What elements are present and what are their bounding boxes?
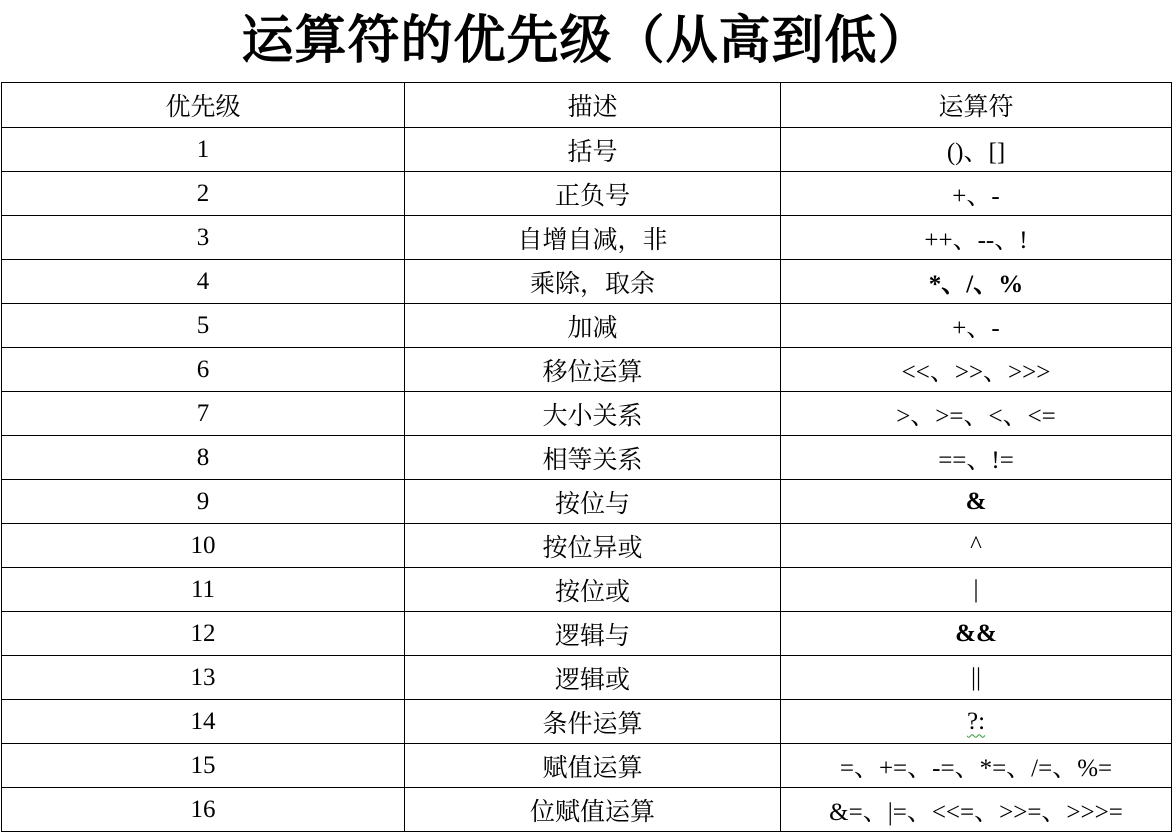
priority-cell: 9 (2, 480, 405, 524)
priority-cell: 8 (2, 436, 405, 480)
operators-cell (781, 304, 1172, 348)
operator-precedence-table (1, 82, 1172, 832)
priority-cell: 14 (2, 700, 405, 744)
page-title: 运算符的优先级（从高到低） (241, 11, 931, 71)
header-description: 描述 (405, 83, 781, 128)
description-cell: 按位与 (405, 480, 781, 524)
operators-cell (781, 216, 1172, 260)
header-priority: 优先级 (2, 83, 405, 128)
operators-cell (781, 744, 1172, 788)
operators-cell (781, 260, 1172, 304)
description-cell: 大小关系 (405, 392, 781, 436)
description-cell: 移位运算 (405, 348, 781, 392)
priority-cell: 1 (2, 128, 405, 172)
priority-cell: 15 (2, 744, 405, 788)
priority-cell: 5 (2, 304, 405, 348)
description-cell: 赋值运算 (405, 744, 781, 788)
table-row (2, 216, 1172, 260)
operators-text: || (970, 663, 981, 691)
operators-text: +、- (952, 314, 1000, 342)
description-cell: 相等关系 (405, 436, 781, 480)
table-row (2, 128, 1172, 172)
table-row (2, 392, 1172, 436)
operators-text: >、>=、<、<= (896, 402, 1056, 430)
description-cell: 逻辑与 (405, 612, 781, 656)
operators-text: ==、!= (938, 446, 1014, 474)
priority-cell: 4 (2, 260, 405, 304)
operators-cell (781, 392, 1172, 436)
description-cell: 自增自减，非 (405, 216, 781, 260)
description-cell: 括号 (405, 128, 781, 172)
operators-cell (781, 656, 1172, 700)
table-row (2, 612, 1172, 656)
operators-text: &=、|=、<<=、>>=、>>>= (829, 798, 1123, 826)
header-operators: 运算符 (781, 83, 1172, 128)
operators-text: | (973, 575, 979, 603)
operators-text: && (955, 619, 997, 647)
priority-cell: 3 (2, 216, 405, 260)
operators-cell (781, 700, 1172, 744)
table-body (2, 128, 1172, 832)
table-row (2, 788, 1172, 832)
table-row (2, 524, 1172, 568)
operators-cell (781, 524, 1172, 568)
description-cell: 加减 (405, 304, 781, 348)
priority-cell: 16 (2, 788, 405, 832)
description-cell: 正负号 (405, 172, 781, 216)
description-cell: 按位异或 (405, 524, 781, 568)
operators-cell (781, 480, 1172, 524)
operators-cell (781, 436, 1172, 480)
priority-cell: 10 (2, 524, 405, 568)
operators-text: ?: (966, 707, 986, 735)
operators-text: *、/、% (928, 270, 1024, 298)
table-row (2, 656, 1172, 700)
operators-cell (781, 568, 1172, 612)
table-row (2, 304, 1172, 348)
operators-text: & (965, 487, 987, 515)
table-row (2, 700, 1172, 744)
operators-cell (781, 172, 1172, 216)
description-cell: 位赋值运算 (405, 788, 781, 832)
table-row (2, 744, 1172, 788)
priority-cell: 2 (2, 172, 405, 216)
operators-text: <<、>>、>>> (901, 358, 1051, 386)
table-row (2, 260, 1172, 304)
operators-text: +、- (952, 182, 1000, 210)
description-cell: 条件运算 (405, 700, 781, 744)
table-row (2, 568, 1172, 612)
operators-text: ^ (970, 531, 982, 559)
operators-text: ()、[] (946, 138, 1006, 166)
table-row (2, 436, 1172, 480)
table-header-row (2, 83, 1172, 128)
operators-cell (781, 788, 1172, 832)
operators-cell (781, 612, 1172, 656)
table-row (2, 172, 1172, 216)
operators-text: ++、--、! (924, 226, 1028, 254)
operators-cell (781, 348, 1172, 392)
description-cell: 按位或 (405, 568, 781, 612)
operators-text: =、+=、-=、*=、/=、%= (839, 754, 1113, 782)
description-cell: 乘除，取余 (405, 260, 781, 304)
priority-cell: 7 (2, 392, 405, 436)
table-row (2, 480, 1172, 524)
priority-cell: 6 (2, 348, 405, 392)
description-cell: 逻辑或 (405, 656, 781, 700)
priority-cell: 12 (2, 612, 405, 656)
priority-cell: 13 (2, 656, 405, 700)
operators-cell (781, 128, 1172, 172)
table-row (2, 348, 1172, 392)
priority-cell: 11 (2, 568, 405, 612)
